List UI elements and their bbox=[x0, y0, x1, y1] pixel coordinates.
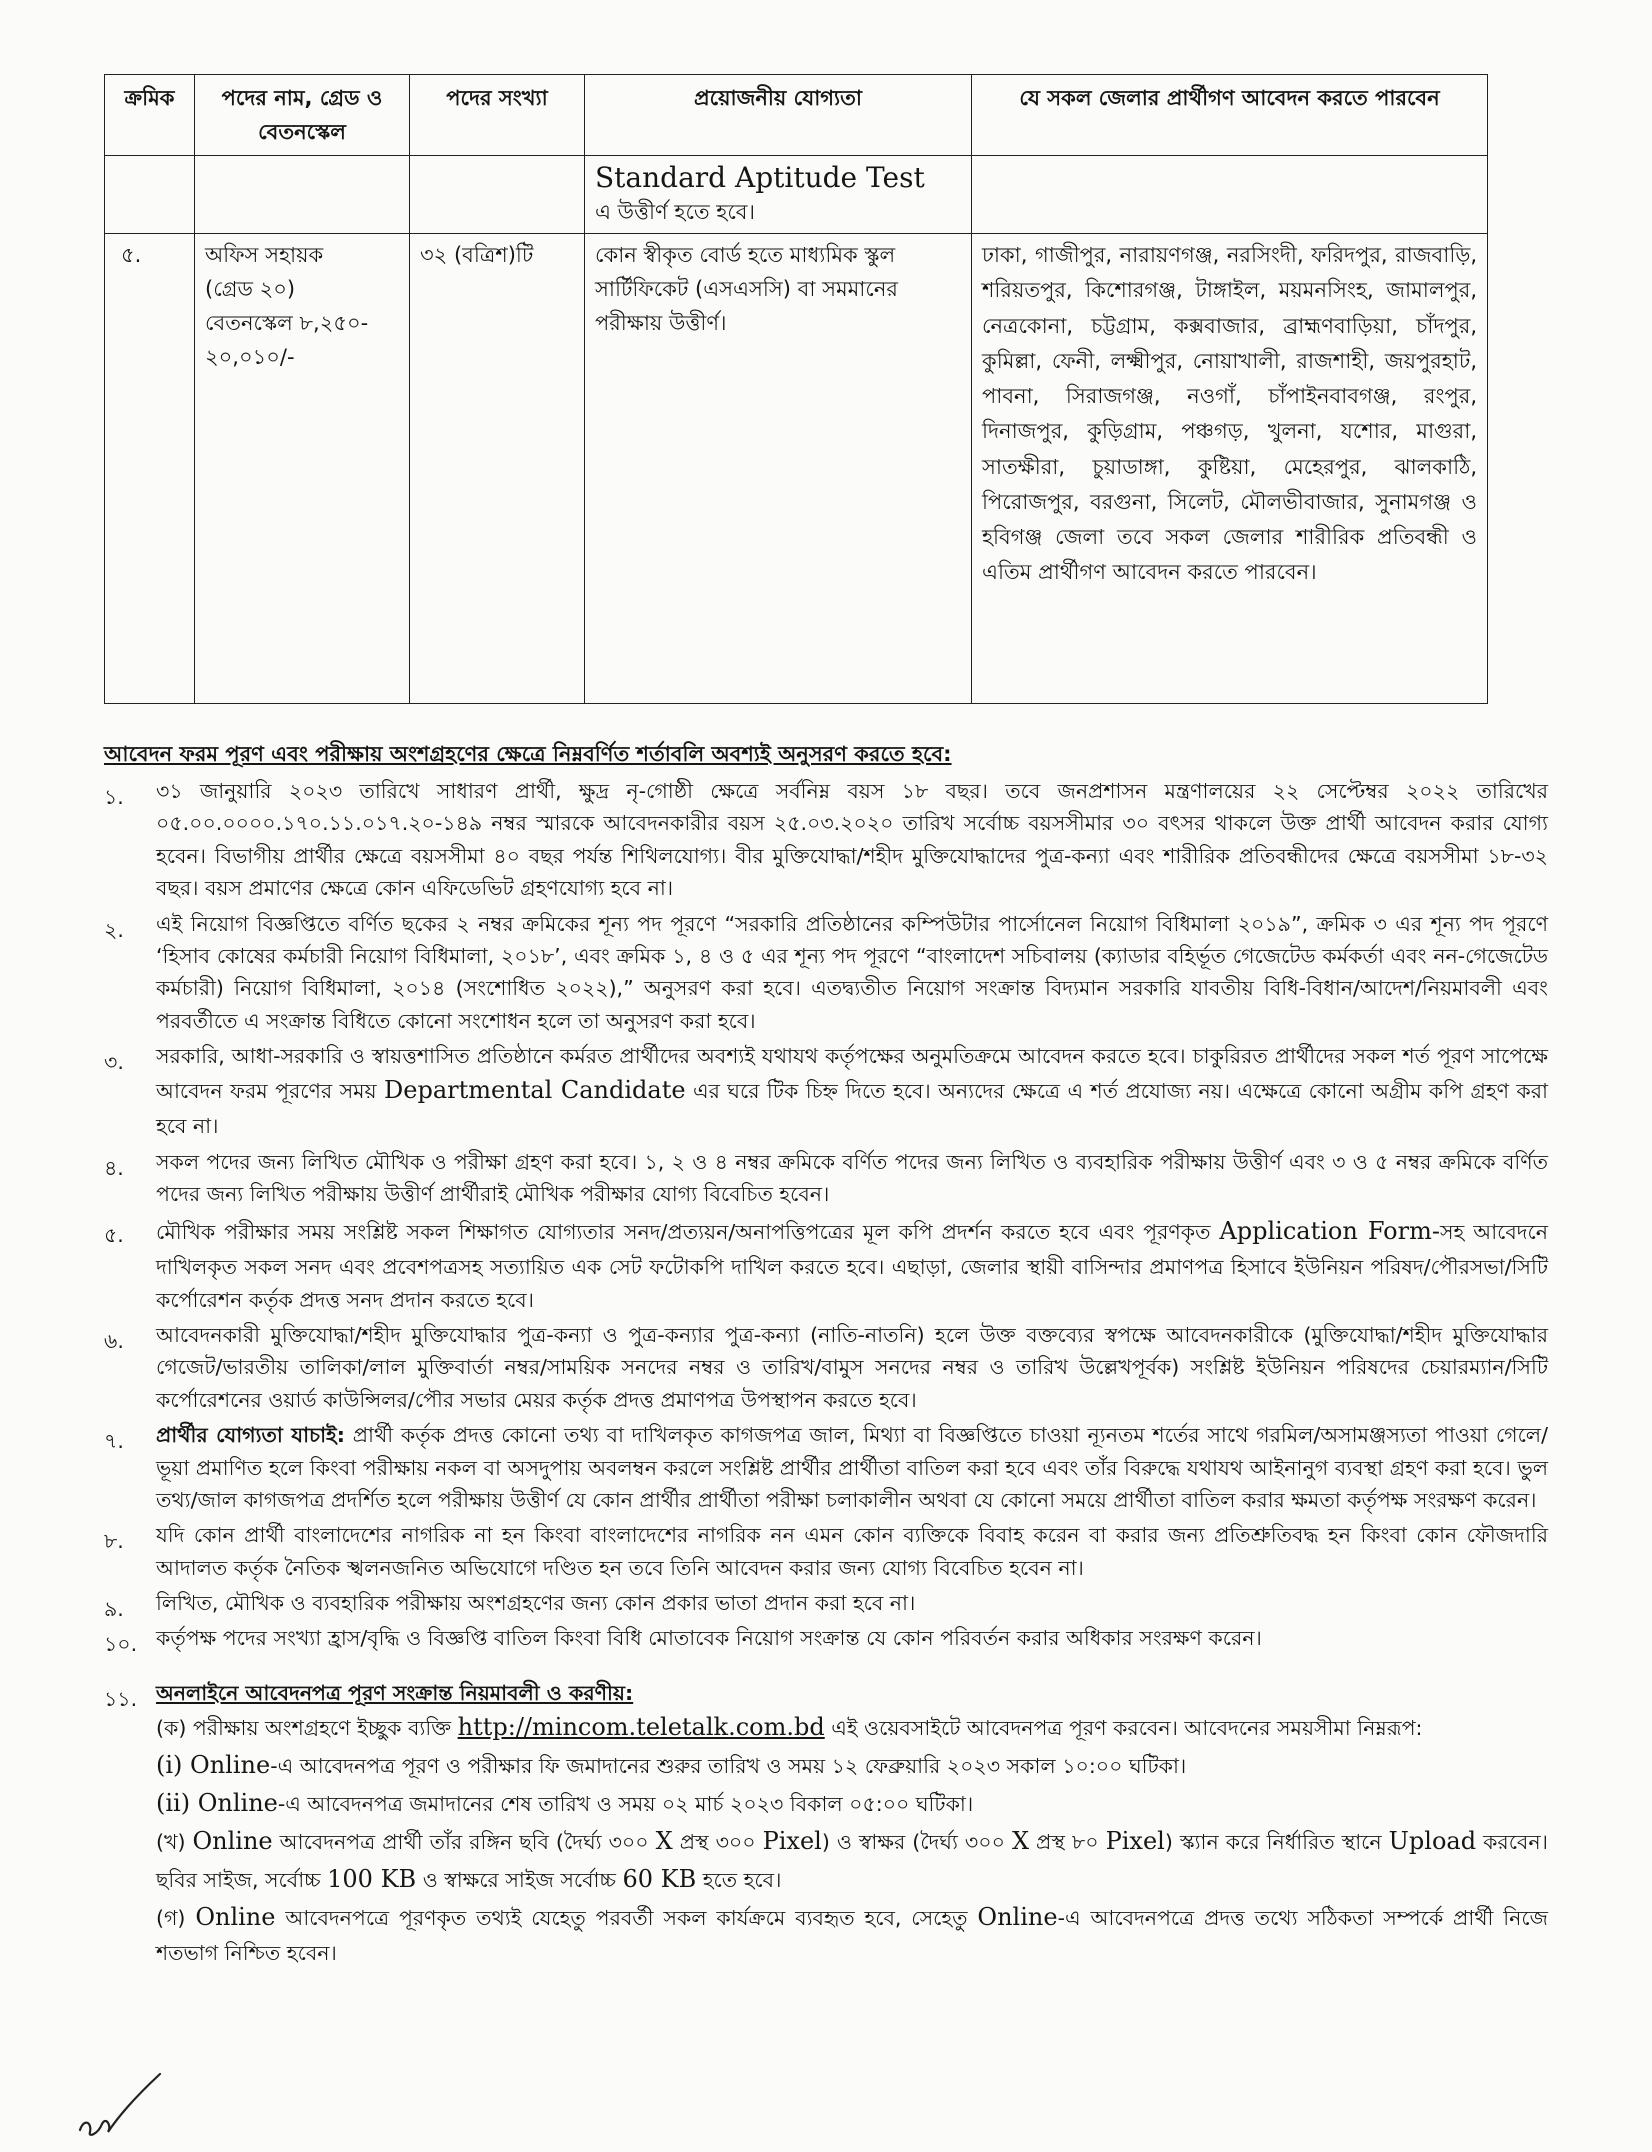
item-text: প্রার্থী কর্তৃক প্রদত্ত কোনো তথ্য বা দাখিলকৃত কাগজপত্র জাল, মিথ্যা বা বিজ্ঞপ্তিতে চাওয়া ন্যূনতম শর্তের সাথে গরমিল/অসামঞ্জস্যতা পাওয়া গেলে/ভূয়া প্রমাণিত হলে কিংবা পরীক্ষায় নকল বা অসদুপায় অবলম্বন করলে সংশ্লিষ্ট প্রার্থীর প্রার্থীতা বাতিল করা হবে এবং তাঁর বিরুদ্ধে যথাযথ আইনানুগ ব্যবস্থা গ্রহণ করা হবে। ভুল তথ্য/জাল কাগজপত্র প্রদর্শিত হলে পরীক্ষায় উত্তীর্ণ যে কোন প্রার্থীর প্রার্থীতা পরীক্ষা চলাকালীন অথবা যে কোনো সময়ে প্রার্থীতা বাতিল করার ক্ষমতা কর্তৃপক্ষ সংরক্ষণ করেন। bbox=[156, 1423, 1548, 1512]
sub-item-text: এই ওয়েবসাইটে আবেদনপত্র পূরণ করবেন। আবেদনের সময়সীমা নিম্নরূপ: bbox=[831, 1716, 1423, 1741]
terms-heading: আবেদন ফরম পূরণ এবং পরীক্ষায় অংশগ্রহণের ক্ষেত্রে নিম্নবর্ণিত শর্তাবলি অবশ্যই অনুসরণ করতে হবে: bbox=[104, 742, 952, 766]
photo-size-limit: 100 KB bbox=[327, 1864, 417, 1893]
post-name: অফিস সহায়ক bbox=[205, 243, 324, 268]
post-scale-end: ২০,০১০/- bbox=[205, 345, 295, 370]
table-row bbox=[105, 156, 1488, 234]
header-qualification: প্রয়োজনীয় যোগ্যতা bbox=[585, 75, 972, 156]
item-text: সকল পদের জন্য লিখিত মৌখিক ও পরীক্ষা গ্রহণ করা হবে। ১, ২ ও ৪ নম্বর ক্রমিকে বর্ণিত পদের জন্য লিখিত ও ব্যবহারিক পরীক্ষায় উত্তীর্ণ এবং ৩ ও ৫ নম্বর ক্রমিকে বর্ণিত পদের জন্য লিখিত পরীক্ষায় উত্তীর্ণ প্রার্থীরাই মৌখিক পরীক্ষার যোগ্য বিবেচিত হবেন। bbox=[156, 1149, 1548, 1207]
qualification-test-note: এ উত্তীর্ণ হতে হবে। bbox=[595, 200, 755, 225]
pixel-unit: Pixel bbox=[762, 1826, 822, 1855]
item-text: মৌখিক পরীক্ষার সময় সংশ্লিষ্ট সকল শিক্ষাগত যোগ্যতার সনদ/প্রত্যয়ন/অনাপত্তিপত্রের মূল কপি প্রদর্শন করতে হবে এবং পূরণকৃত bbox=[156, 1220, 1211, 1245]
post-table bbox=[104, 74, 1488, 704]
list-item bbox=[104, 1587, 1548, 1622]
online-label: Online bbox=[195, 1902, 276, 1931]
online-label: (ii) Online bbox=[156, 1789, 278, 1817]
item-text: যদি কোন প্রার্থী বাংলাদেশের নাগরিক না হন কিংবা বাংলাদেশের নাগরিক নন এমন কোন ব্যক্তিকে বিবাহ করেন বা করার জন্য প্রতিশ্রুতিবদ্ধ হন কিংবা কোন ফৌজদারি আদালত কর্তৃক নৈতিক স্খলনজনিত অভিযোগে দণ্ডিত হন তবে তিনি আবেদন করার জন্য যোগ্য বিবেচিত হবেন না। bbox=[156, 1523, 1548, 1580]
item-number: ৬. bbox=[104, 1329, 124, 1354]
districts-cell: ঢাকা, গাজীপুর, নারায়ণগঞ্জ, নরসিংদী, ফরিদপুর, রাজবাড়ি, শরিয়তপুর, কিশোরগঞ্জ, টাঙ্গাইল, ময়মনসিংহ, জামালপুর, নেত্রকোনা, চট্টগ্রাম, কক্সবাজার, ব্রাহ্মণবাড়িয়া, চাঁদপুর, কুমিল্লা, ফেনী, লক্ষ্মীপুর, নোয়াখালী, রাজশাহী, জয়পুরহাট, পাবনা, সিরাজগঞ্জ, নওগাঁ, চাঁপাইনবাবগঞ্জ, রংপুর, দিনাজপুর, কুড়িগ্রাম, পঞ্চগড়, খুলনা, যশোর, মাগুরা, সাতক্ষীরা, চুয়াডাঙ্গা, কুষ্টিয়া, মেহেরপুর, ঝালকাঠি, পিরোজপুর, বরগুনা, সিলেট, মৌলভীবাজার, সুনামগঞ্জ ও হবিগঞ্জ জেলা তবে সকল জেলার শারীরিক প্রতিবন্ধী ও এতিম প্রার্থীগণ আবেদন করতে পারবেন। bbox=[972, 234, 1488, 704]
dimension-x: X bbox=[1011, 1826, 1030, 1855]
header-districts: যে সকল জেলার প্রার্থীগণ আবেদন করতে পারবেন bbox=[972, 75, 1488, 156]
online-label: Online bbox=[192, 1826, 273, 1855]
upload-label: Upload bbox=[1388, 1826, 1477, 1855]
dimension-x: X bbox=[655, 1826, 673, 1855]
post-name-cell bbox=[195, 234, 410, 704]
item-number: ৭. bbox=[104, 1429, 124, 1454]
sub-item-kha bbox=[156, 1823, 1548, 1899]
item-number: ৯. bbox=[104, 1597, 124, 1622]
post-count-cell: ৩২ (বত্রিশ)টি bbox=[410, 234, 585, 704]
sub-item-text: আবেদনপত্রে পূরণকৃত তথ্যই যেহেতু পরবর্তী সকল কার্যক্রমে ব্যবহৃত হবে, সেহেতু bbox=[285, 1905, 968, 1930]
item-number: ৩. bbox=[104, 1050, 124, 1074]
online-rules-heading: অনলাইনে আবেদনপত্র পূরণ সংক্রান্ত নিয়মাবলী ও করণীয়: bbox=[156, 1680, 634, 1705]
item-number: ১. bbox=[104, 785, 124, 809]
list-item bbox=[104, 1146, 1548, 1211]
item-text: কর্তৃপক্ষ পদের সংখ্যা হ্রাস/বৃদ্ধি ও বিজ্ঞপ্তি বাতিল কিংবা বিধি মোতাবেক নিয়োগ সংক্রান্ত যে কোন পরিবর্তন করার অধিকার সংরক্ষণ করেন। bbox=[156, 1626, 1262, 1651]
sub-item-ka bbox=[156, 1709, 1548, 1747]
header-count: পদের সংখ্যা bbox=[410, 75, 585, 156]
post-grade: (গ্রেড ২০) bbox=[205, 277, 296, 302]
item-text: এর ঘরে টিক চিহ্ন দিতে হবে। অন্যদের ক্ষেত্রে এ শর্ত প্রযোজ্য নয়। এক্ষেত্রে কোনো অগ্রীম কপি গ্রহণ করা হবে না। bbox=[156, 1079, 1548, 1139]
item-text: লিখিত, মৌখিক ও ব্যবহারিক পরীক্ষায় অংশগ্রহণের জন্য কোন প্রকার ভাতা প্রদান করা হবে না। bbox=[156, 1591, 916, 1616]
qualification-cell: কোন স্বীকৃত বোর্ড হতে মাধ্যমিক স্কুল সার্টিফিকেট (এসএসসি) বা সমমানের পরীক্ষায় উত্তীর্ণ। bbox=[585, 234, 972, 704]
list-item bbox=[104, 1040, 1548, 1143]
sub-item-label: (খ) bbox=[156, 1829, 186, 1854]
online-label: (i) Online bbox=[156, 1751, 271, 1780]
sub-item-ga bbox=[156, 1899, 1548, 1969]
sub-item-ii bbox=[156, 1785, 1548, 1823]
list-item bbox=[104, 1519, 1548, 1584]
list-item bbox=[104, 1213, 1548, 1316]
sub-item-text: -এ আবেদনপত্রে প্রদত্ত তথ্যে সঠিকতা সম্পর্কে প্রার্থী নিজে শতভাগ নিশ্চিত হবেন। bbox=[156, 1905, 1548, 1965]
item-number: ১০. bbox=[104, 1632, 138, 1657]
table-row bbox=[105, 234, 1488, 704]
item-number: ৮. bbox=[104, 1529, 124, 1554]
sub-item-text: প্রস্থ ৮০ bbox=[1036, 1829, 1099, 1854]
sub-item-i bbox=[156, 1747, 1548, 1785]
item-text: সহ আবেদনে দাখিলকৃত সকল সনদ এবং প্রবেশপত্রসহ সত্যায়িত এক সেট ফটোকপি দাখিল করতে হবে। এছাড়া, জেলার স্থায়ী বাসিন্দার প্রমাণপত্র হিসাবে ইউনিয়ন পরিষদ/পৌরসভা/সিটি কর্পোরেশন কর্তৃক প্রদত্ত সনদ প্রদান করতে হবে। bbox=[156, 1220, 1548, 1312]
signature-size-limit: 60 KB bbox=[622, 1864, 697, 1893]
list-item bbox=[104, 775, 1548, 905]
item-number: ২. bbox=[104, 917, 124, 942]
terms-list bbox=[104, 775, 1548, 1972]
qualification-test-name: Standard Aptitude Test bbox=[595, 161, 925, 195]
website-link[interactable]: http://mincom.teletalk.com.bd bbox=[457, 1713, 825, 1742]
item-number: ৪. bbox=[104, 1155, 124, 1180]
item-text: এই নিয়োগ বিজ্ঞপ্তিতে বর্ণিত ছকের ২ নম্বর ক্রমিকের শূন্য পদ পূরণে “সরকারি প্রতিষ্ঠানের কম্পিউটার পার্সোনেল নিয়োগ বিধিমালা ২০১৯”, ক্রমিক ৩ এর শূন্য পদ পূরণে ‘হিসাব কোষের কর্মচারী নিয়োগ বিধিমালা, ২০১৮’, এবং ক্রমিক ১, ৪ ও ৫ এর শূন্য পদ পূরণে “বাংলাদেশ সচিবালয় (ক্যাডার বহির্ভূত গেজেটেড কর্মকর্তা এবং নন-গেজেটেড কর্মচারী) নিয়োগ বিধিমালা, ২০১৪ (সংশোধিত ২০২২),” অনুসরণ করা হবে। এতদ্ব্যতীত নিয়োগ সংক্রান্ত বিদ্যমান সরকারি যাবতীয় বিধি-বিধান/আদেশ/নিয়মাবলী এবং পরবর্তীতে এ সংক্রান্ত বিধিতে কোনো সংশোধন হলে তা অনুসরণ করা হবে। bbox=[156, 911, 1548, 1033]
sub-item-label: (গ) bbox=[156, 1905, 186, 1930]
application-form-text: Application Form- bbox=[1219, 1217, 1440, 1246]
list-item bbox=[104, 1677, 1548, 1969]
sub-item-text: ) স্ক্যান করে নির্ধারিত স্থানে bbox=[1164, 1829, 1382, 1854]
handwritten-initials-signature bbox=[72, 2060, 172, 2140]
sub-item-text: ) ও স্বাক্ষর (দৈর্ঘ্য ৩০০ bbox=[821, 1829, 1005, 1854]
sub-item-text: করবেন। ছবির সাইজ, সর্বোচ্চ bbox=[156, 1829, 1548, 1892]
item-number: ৫. bbox=[104, 1223, 124, 1248]
item-text: সরকারি, আধা-সরকারি ও স্বায়ত্তশাসিত প্রতিষ্ঠানে কর্মরত প্রার্থীদের অবশ্যই যথাযথ কর্তৃপক্ষের অনুমতিক্রমে আবেদন করতে হবে। চাকুরিরত প্রার্থীদের সকল শর্ত পূরণ সাপেক্ষে আবেদন ফরম পূরণের সময় bbox=[156, 1044, 1548, 1104]
list-item bbox=[104, 1622, 1548, 1657]
sub-item-text: হতে হবে। bbox=[702, 1867, 782, 1892]
sub-item-text: প্রস্থ ৩০০ bbox=[679, 1829, 756, 1854]
item-text: আবেদনকারী মুক্তিযোদ্ধা/শহীদ মুক্তিযোদ্ধার পুত্র-কন্যা ও পুত্র-কন্যার পুত্র-কন্যা (নাতি-নাতনি) হলে উক্ত বক্তব্যের স্বপক্ষে আবেদনকারীকে (মুক্তিযোদ্ধা/শহীদ মুক্তিযোদ্ধার গেজেট/ভারতীয় তালিকা/লাল মুক্তিবার্তা নম্বর/সাময়িক সনদের নম্বর ও তারিখ/বামুস সনদের নম্বর ও তারিখ উল্লেখপূর্বক) সংশ্লিষ্ট ইউনিয়ন পরিষদের চেয়ারম্যান/সিটি কর্পোরেশনের ওয়ার্ড কাউন্সিলর/পৌর সভার মেয়র কর্তৃক প্রদত্ত প্রমাণপত্র উপস্থাপন করতে হবে। bbox=[156, 1323, 1548, 1412]
departmental-candidate-text: Departmental Candidate bbox=[384, 1076, 686, 1105]
sub-item-text: আবেদনপত্র প্রার্থী তাঁর রঙ্গিন ছবি (দৈর্ঘ্য ৩০০ bbox=[279, 1829, 649, 1854]
sub-item-text: -এ আবেদনপত্র পূরণ ও পরীক্ষার ফি জমাদানের শুরুর তারিখ ও সময় ১২ ফেব্রুয়ারি ২০২৩ সকাল ১০:০০ ঘটিকা। bbox=[270, 1754, 1187, 1779]
item-number: ১১. bbox=[104, 1686, 138, 1711]
header-name: পদের নাম, গ্রেড ও বেতনস্কেল bbox=[195, 75, 410, 156]
header-serial: ক্রমিক bbox=[105, 75, 195, 156]
post-scale: বেতনস্কেল ৮,২৫০- bbox=[205, 311, 369, 336]
sub-item-text: -এ আবেদনপত্র জমাদানের শেষ তারিখ ও সময় ০২ মার্চ ২০২৩ বিকাল ০৫:০০ ঘটিকা। bbox=[277, 1792, 974, 1816]
online-label: Online bbox=[977, 1902, 1058, 1931]
sub-item-text: ও স্বাক্ষরে সাইজ সর্বোচ্চ bbox=[422, 1867, 616, 1892]
list-item bbox=[104, 1419, 1548, 1516]
item-text: ৩১ জানুয়ারি ২০২৩ তারিখে সাধারণ প্রার্থী, ক্ষুদ্র নৃ-গোষ্ঠী ক্ষেত্রে সর্বনিম্ন বয়স ১৮ বছর। তবে জনপ্রশাসন মন্ত্রণালয়ের ২২ সেপ্টেম্বর ২০২২ তারিখের ০৫.০০.০০০০.১৭০.১১.০১৭.২০-১৪৯ নম্বর স্মারকে আবেদনকারীর বয়স ২৫.০৩.২০২০ তারিখ সর্বোচ্চ বয়সসীমার ৩০ বৎসর থাকলে উক্ত প্রার্থী আবেদন করার যোগ্য হবেন। বিভাগীয় প্রার্থীর ক্ষেত্রে বয়সসীমা ৪০ বছর পর্যন্ত শিথিলযোগ্য। বীর মুক্তিযোদ্ধা/শহীদ মুক্তিযোদ্ধাদের পুত্র-কন্যা এবং শারীরিক প্রতিবন্ধীদের ক্ষেত্রে বয়সসীমা ১৮-৩২ বছর। বয়স প্রমাণের ক্ষেত্রে কোন এফিডেভিট গ্রহণযোগ্য হবে না। bbox=[156, 779, 1548, 901]
qualification-cell bbox=[585, 156, 972, 234]
pixel-unit: Pixel bbox=[1105, 1826, 1165, 1855]
list-item bbox=[104, 908, 1548, 1038]
serial-cell: ৫. bbox=[105, 234, 195, 704]
sub-item-text: (ক) পরীক্ষায় অংশগ্রহণে ইচ্ছুক ব্যক্তি bbox=[156, 1716, 452, 1741]
item-bold-label: প্রার্থীর যোগ্যতা যাচাই: bbox=[156, 1423, 345, 1448]
list-item bbox=[104, 1319, 1548, 1416]
table-header-row bbox=[105, 75, 1488, 156]
